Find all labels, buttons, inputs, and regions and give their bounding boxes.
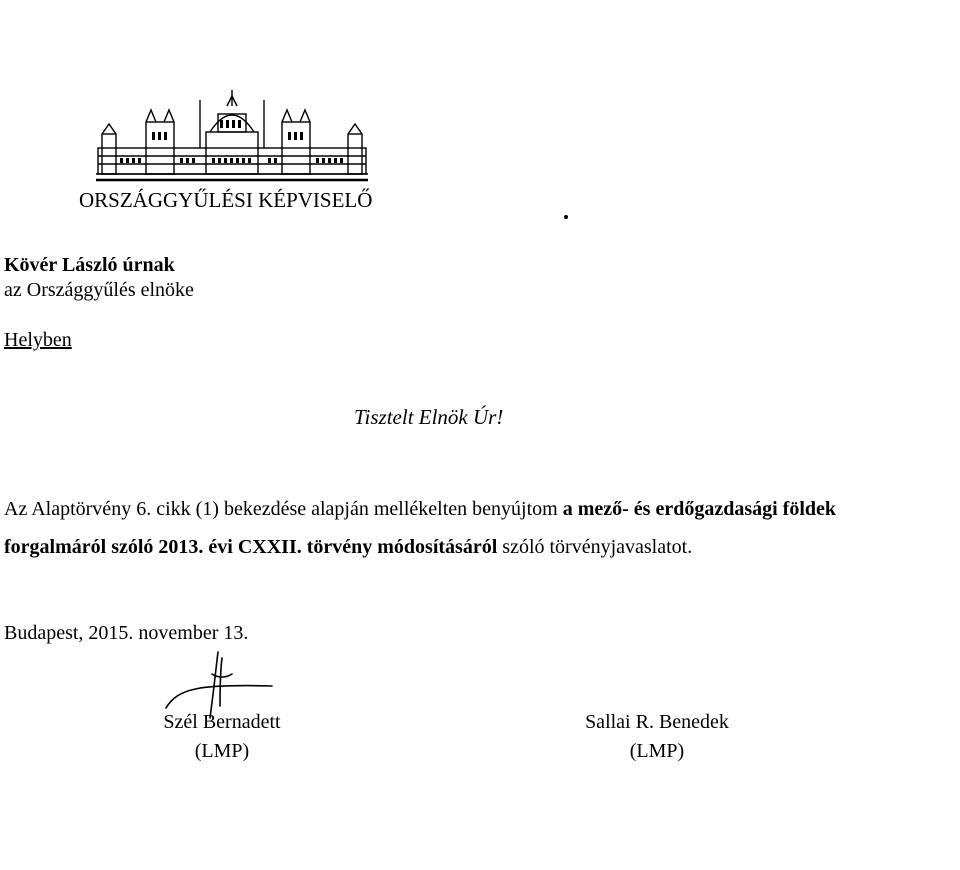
body-bill-title: a mező- és erdőgazdasági földek forgalmáról szóló 2013. évi CXXII. törvény módosításáról xyxy=(4,498,836,558)
addressee-role: az Országgyűlés elnöke xyxy=(4,279,194,301)
stray-mark xyxy=(564,215,568,219)
parliament-building-icon xyxy=(96,88,368,184)
letter-body xyxy=(4,490,934,566)
header-title: ORSZÁGGYŰLÉSI KÉPVISELŐ xyxy=(79,188,373,212)
body-outro: szóló törvényjavaslatot. xyxy=(497,536,693,558)
handwritten-signature xyxy=(160,648,280,720)
addressee-name: Kövér László úrnak xyxy=(4,254,175,276)
signatory-2-party: (LMP) xyxy=(629,740,685,762)
body-intro: Az Alaptörvény 6. cikk (1) bekezdése alapján mellékelten benyújtom xyxy=(4,498,563,520)
signatory-1-name: Szél Bernadett xyxy=(163,711,281,733)
salutation: Tisztelt Elnök Úr! xyxy=(354,405,504,429)
signatory-1-party: (LMP) xyxy=(194,740,250,762)
addressee-place: Helyben xyxy=(4,329,72,351)
place-date: Budapest, 2015. november 13. xyxy=(4,622,249,644)
signatory-2-name: Sallai R. Benedek xyxy=(585,711,729,733)
